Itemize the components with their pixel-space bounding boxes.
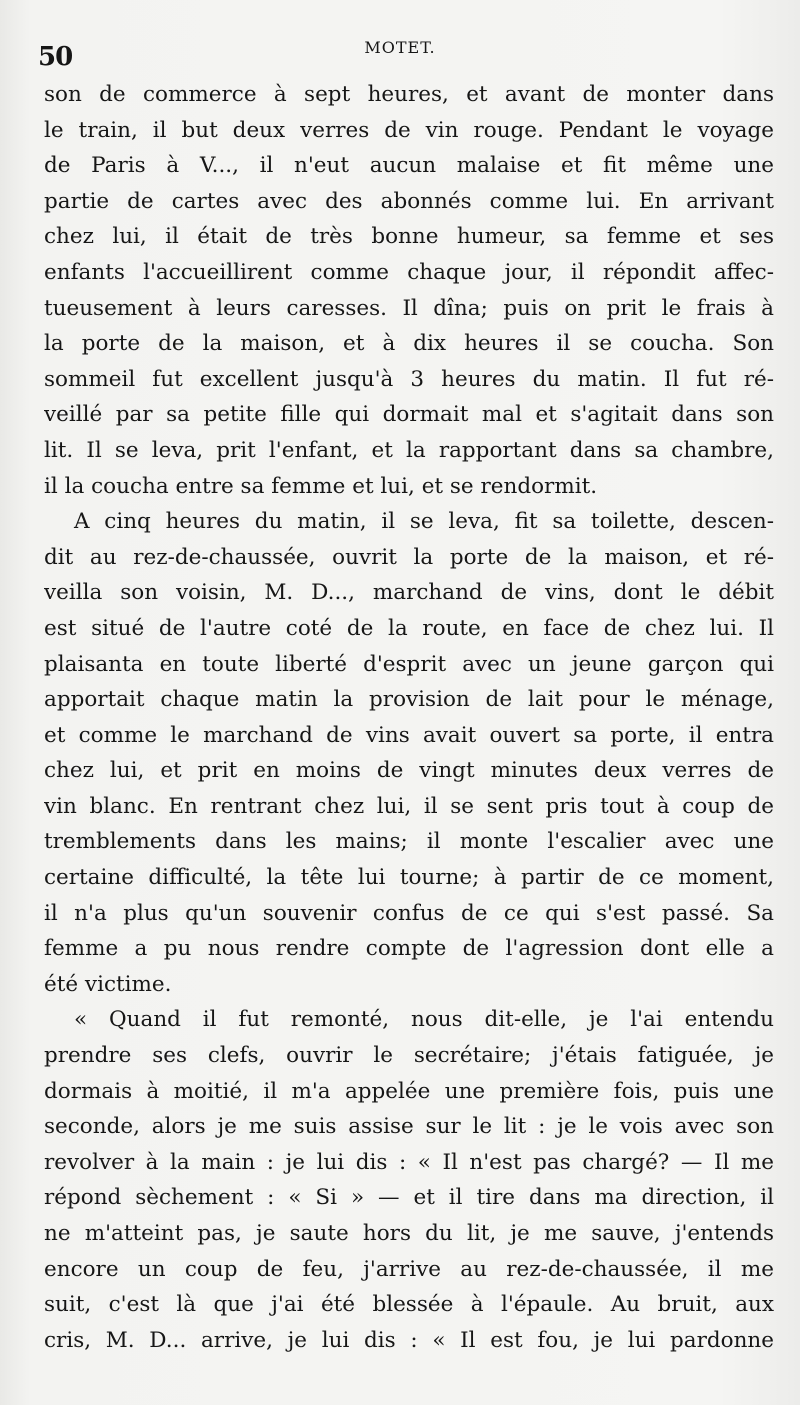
text-line: dormais à moitié, il m'a appelée une première fois, puis une <box>44 1078 774 1104</box>
text-line: « Quand il fut remonté, nous dit-elle, je l'ai entendu <box>74 1007 774 1033</box>
text-line: répond sèchement : « Si » — et il tire dans ma direction, il <box>44 1185 774 1211</box>
text-line: certaine difficulté, la tête lui tourne; à partir de ce moment, <box>44 865 774 891</box>
text-line: dit au rez-de-chaussée, ouvrit la porte de la maison, et ré- <box>44 544 774 570</box>
text-line: cris, M. D... arrive, je lui dis : « Il est fou, je lui pardonne <box>44 1327 774 1353</box>
text-line: et comme le marchand de vins avait ouvert sa porte, il entra <box>44 722 774 748</box>
text-line: plaisanta en toute liberté d'esprit avec un jeune garçon qui <box>44 651 774 677</box>
text-line: est situé de l'autre coté de la route, en face de chez lui. Il <box>44 615 774 641</box>
text-line: il la coucha entre sa femme et lui, et se rendormit. <box>44 473 598 499</box>
text-line: apportait chaque matin la provision de lait pour le ménage, <box>44 687 774 713</box>
text-line: été victime. <box>44 971 172 997</box>
page-bottom-edge <box>0 1381 800 1401</box>
text-line: il n'a plus qu'un souvenir confus de ce qui s'est passé. Sa <box>44 900 774 926</box>
text-line: de Paris à V..., il n'eut aucun malaise et fit même une <box>44 153 774 179</box>
text-line: sommeil fut excellent jusqu'à 3 heures du matin. Il fut ré- <box>44 366 774 392</box>
text-line: tueusement à leurs caresses. Il dîna; puis on prit le frais à <box>44 295 774 321</box>
text-line: prendre ses clefs, ouvrir le secrétaire; j'étais fatiguée, je <box>44 1043 774 1069</box>
text-line: tremblements dans les mains; il monte l'escalier avec une <box>44 829 774 855</box>
text-line: vin blanc. En rentrant chez lui, il se sent pris tout à coup de <box>44 793 774 819</box>
text-line: la porte de la maison, et à dix heures il se coucha. Son <box>44 331 774 357</box>
text-line: encore un coup de feu, j'arrive au rez-de-chaussée, il me <box>44 1256 774 1282</box>
text-line: son de commerce à sept heures, et avant de monter dans <box>44 82 774 107</box>
text-line: ne m'atteint pas, je saute hors du lit, je me sauve, j'entends <box>44 1221 774 1246</box>
text-line: enfants l'accueillirent comme chaque jour, il répondit affec- <box>44 259 774 285</box>
text-line: veilla son voisin, M. D..., marchand de vins, dont le débit <box>44 580 774 606</box>
text-line: chez lui, et prit en moins de vingt minutes deux verres de <box>44 758 774 784</box>
text-line: lit. Il se leva, prit l'enfant, et la rapportant dans sa chambre, <box>44 437 774 463</box>
text-line: A cinq heures du matin, il se leva, fit sa toilette, descen- <box>74 509 774 535</box>
text-line: le train, il but deux verres de vin rouge. Pendant le voyage <box>44 117 774 143</box>
text-line: veillé par sa petite fille qui dormait mal et s'agitait dans son <box>44 402 774 428</box>
text-line: seconde, alors je me suis assise sur le lit : je le vois avec son <box>44 1114 774 1140</box>
body-text <box>44 77 774 1358</box>
text-line: femme a pu nous rendre compte de l'agression dont elle a <box>44 936 774 962</box>
running-head: MOTET. <box>364 38 436 57</box>
text-line: revolver à la main : je lui dis : « Il n'est pas chargé? — Il me <box>44 1149 774 1175</box>
text-line: chez lui, il était de très bonne humeur, sa femme et ses <box>44 224 774 250</box>
text-line: suit, c'est là que j'ai été blessée à l'épaule. Au bruit, aux <box>44 1292 774 1318</box>
page-number: 50 <box>38 42 73 72</box>
page-header <box>0 34 800 70</box>
text-line: partie de cartes avec des abonnés comme lui. En arrivant <box>44 188 774 214</box>
